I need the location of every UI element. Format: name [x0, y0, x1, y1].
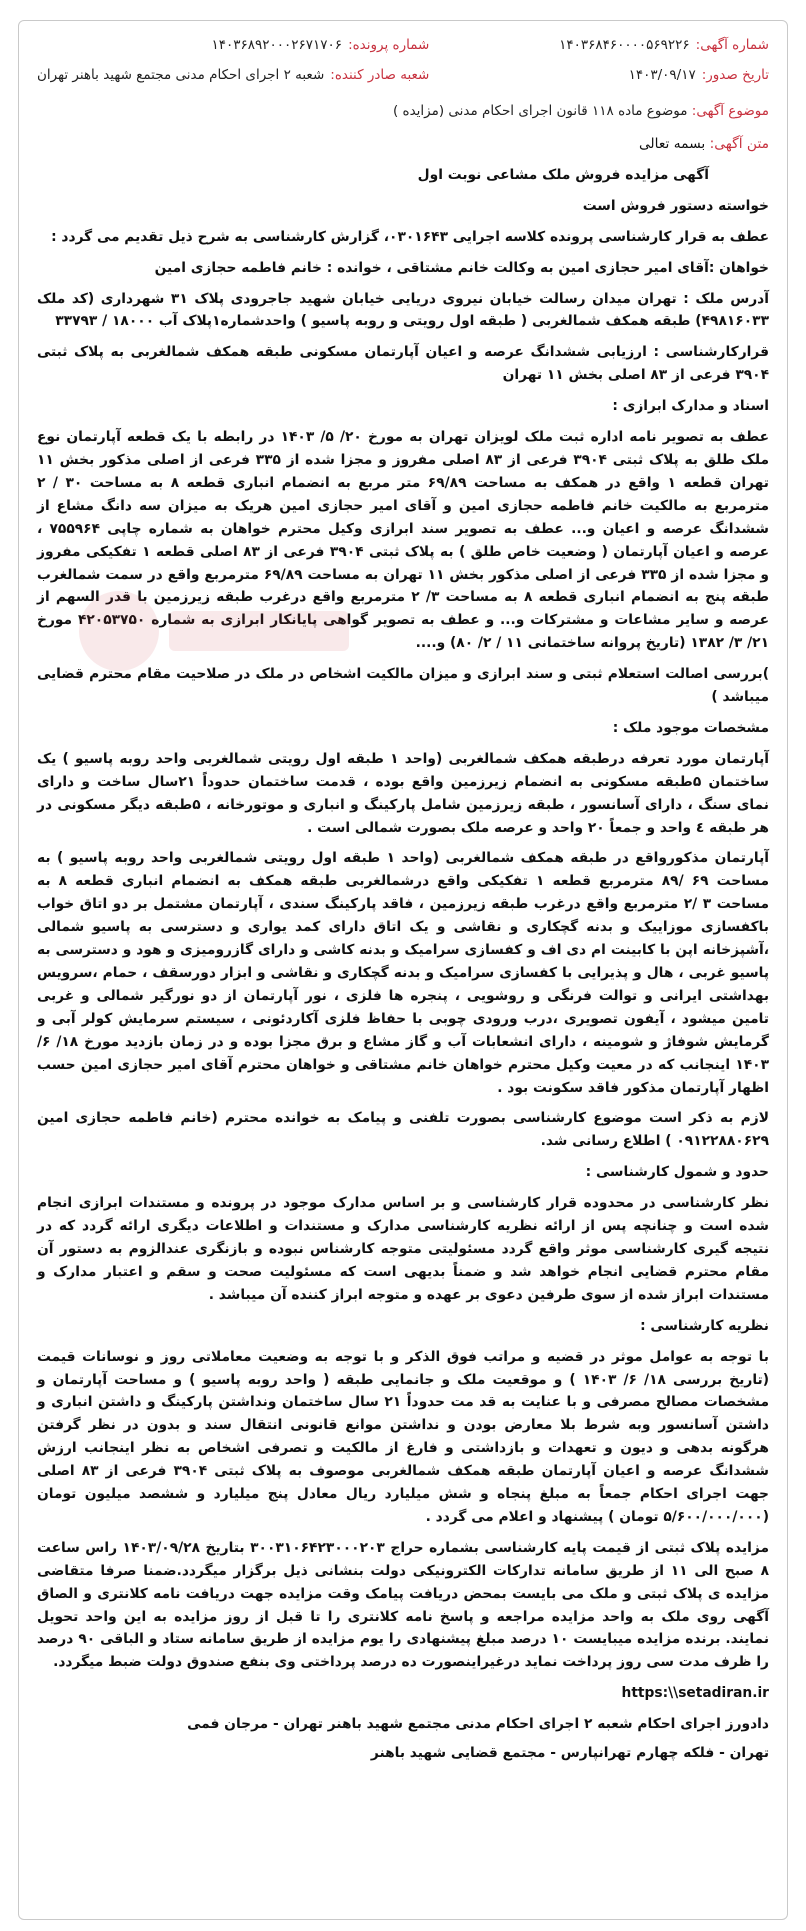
website-link[interactable]: https:\\setadiran.ir	[621, 1685, 769, 1702]
file-number: ۱۴۰۳۶۸۹۲۰۰۰۲۶۷۱۷۰۶	[211, 37, 343, 53]
issuer: شعبه ۲ اجرای احکام مدنی مجتمع شهید باهنر تهران	[37, 67, 325, 83]
notice-paragraph: لازم به ذکر است موضوع کارشناسی بصورت تلفنی و پیامک به خوانده محترم (خانم فاطمه حجازی امین ۰۹۱۲۲۸۸۰۶۲۹ ) اطلاع رسانی شد.	[37, 1110, 769, 1150]
ad-number-row	[449, 33, 769, 57]
header	[37, 33, 769, 87]
address: آدرس ملک : تهران میدان رسالت خیابان نیروی دریایی خیابان شهید جاجرودی پلاک ۳۱ شهرداری (کد ملک ۴۹۸۱۶۰۳۳) طبقه همکف شمالغربی ( طبقه اول رویتی و روبه پاسیو ) واحدشماره۱پلاک آب ۱۸۰۰۰ / ۳۳۷۹۳	[37, 290, 769, 330]
notice-body	[37, 133, 769, 1765]
bismillah: بسمه تعالی	[638, 136, 706, 152]
specs-paragraph-2: آپارتمان مذکورواقع در طبقه همکف شمالغربی (واحد ۱ طبقه اول رویتی شمالغربی واحد روبه پاسیو ) به مساحت ۶۹ /۸۹ مترمربع قطعه ۱ تفکیکی واقع درشمالغربی طبقه همکف به انضمام انباری قطعه ۸ به مساحت ۳ /۲ مترمربع واقع درغرب طبقه زیرزمین ، فاقد پارکینگ سندی ، آپارتمان مشتمل بر دو اتاق خواب باکفسازی موزاییک و بدنه گچکاری و نقاشی و یک اتاق دارای کمد یواری و دسترسی به پاسیو شمالی ،آشپزخانه اپن با کابینت ام دی اف و کفسازی سرامیک و بدنه کاشی و دارای گازرومیزی و هود و دسترسی به پاسیو غربی ، هال و پذیرایی با کفسازی سرامیک و بدنه گچکاری و نقاشی و ابزار دورسقف ، حمام ،سرویس بهداشتی ایرانی و توالت فرنگی و روشویی ، پنجره ها فلزی ، نور آپارتمان از دو نورگیر شمالی و غربی تامین میشود ، آیفون تصویری ،درب ورودی چوبی با حفاظ فلزی آکاردئونی ، سیستم سرمایش کولر آبی و گرمایش شوفاژ و شومینه ، دارای انشعابات آب و گاز مشاع و برق مجزا بوده و در زمان بازدید مورخ ۱۸/ ۶/ ۱۴۰۳ اینجانب که در معیت وکیل محترم خواهان خانم مشتاقی و خواهان محترم آقای امیر حجازی امین حسب اظهار آپارتمان مذکور فاقد سکونت بود .	[37, 850, 770, 1096]
ad-number: ۱۴۰۳۶۸۴۶۰۰۰۰۵۶۹۲۲۶	[559, 37, 690, 53]
expert-order: قرارکارشناسی : ارزیابی ششدانگ عرصه و اعیان آپارتمان مسکونی طبقه همکف شمالغربی به پلاک ثبتی ۳۹۰۴ فرعی از ۸۳ اصلی بخش ۱۱ تهران	[37, 344, 769, 384]
opinion-paragraph: با توجه به عوامل موثر در قضیه و مراتب فوق الذکر و با توجه به وضعیت معاملاتی روز و نوسانات قیمت (تاریخ بررسی ۱۸/ ۶/ ۱۴۰۳ ) و موقعیت ملک و جانمایی طبقه ( واحد روبه پاسیو ) و مساحت آپارتمان و مشخصات مصالح مصرفی و با عنایت به قد مت حدوداً ۲۱ سال ساختمان ونداشتن پارکینگ و داشتن انباری و داشتن آسانسور وبه شرط بلا معارض بودن و نداشتن موانع قانونی انتقال سند و بدون در نظر گرفتن هرگونه بدهی و دیون و تعهدات و بازداشتی و فارغ از مالکیت و تصرفی اشخاص به نظر اینجانب ارزش ششدانگ عرصه و اعیان آپارتمان طبقه همکف شمالغربی موصوف به پلاک ثبتی ۳۹۰۴ فرعی از ۸۳ اصلی جهت اجرای احکام جمعاً به مبلغ پنجاه و شش میلیارد ریال معادل پنج میلیارد و ششصد میلیون تومان (۵/۶۰۰/۰۰۰/۰۰۰ تومان ) پیشنهاد و اعلام می گردد .	[37, 1348, 770, 1525]
opinion-heading: نظریه کارشناسی :	[640, 1317, 769, 1334]
issue-date: ۱۴۰۳/۰۹/۱۷	[628, 67, 696, 83]
signature-line-2: تهران - فلکه چهارم تهرانپارس - مجتمع قضایی شهید باهنر	[370, 1745, 769, 1762]
issuer-row	[37, 63, 429, 87]
scope-paragraph: نظر کارشناسی در محدوده قرار کارشناسی و بر اساس مدارک موجود در پرونده و مستندات ابرازی انجام شده است و چنانچه پس از ارائه نظریه کارشناسی مدارک و مستندات و اطلاعات دیگری ارائه گردد که در نتیجه گیری کارشناسی موثر واقع گردد مسئولیتی متوجه کارشناس نبوده و بازنگری عندالزوم به دستور آن مقام محترم قضایی انجام خواهد شد و ضمناً بدیهی است که مسئولیت صحت و سقم و اعتبار مدارک و مستندات ابراز شده از سوی طرفین دعوی بر عهده و متوجه ابراز کننده آن میباشد .	[37, 1195, 769, 1303]
auction-paragraph: مزایده پلاک ثبتی از قیمت پایه کارشناسی بشماره حراج ۳۰۰۳۱۰۶۴۲۳۰۰۰۲۰۳ بتاریخ ۱۴۰۳/۰۹/۲۸ راس ساعت ۸ صبح الی ۱۱ از طریق سامانه تدارکات الکترونیکی دولت بنشانی ذیل برگزار میگردد.ضمنا صرفا متقاضی مزایده ی پلاک ثبتی و ملک می بایست بمحض دریافت پیامک وقت مزایده جهت دریافت نامه کلانتری و الصاق آگهی روی ملک به واحد مزایده مراجعه و پاسخ نامه کلانتری را تا قبل از روز مزایده به این واحد تحویل نمایند. برنده مزایده میبایست ۱۰ درصد مبلغ پیشنهادی را یوم مزایده از طریق سامانه ستاد و الباقی ۹۰ درصد را ظرف مدت سی روز پرداخت نماید درغیراینصورت ده درصد پرداختی وی بنفع صندوق دولت ضبط میگردد.	[37, 1539, 770, 1671]
docs-paragraph: عطف به تصویر نامه اداره ثبت ملک لویزان تهران به مورخ ۲۰/ ۵/ ۱۴۰۳ در رابطه با یک قطعه آپارتمان نوع ملک طلق به پلاک ثبتی ۳۹۰۴ فرعی از ۸۳ اصلی مفروز و مجزا شده از ۳۳۵ فرعی از اصلی مذکور بخش ۱۱ تهران قطعه ۱ واقع در همکف به مساحت ۶۹/۸۹ متر مربع به انضمام انباری قطعه ۸ به مساحت ۳۰ / ۲ مترمربع به مالکیت خانم فاطمه حجازی امین و آقای امیر حجازی امین هریک به میزان سه دانگ مشاع از ششدانگ عرصه و اعیان و... عطف به تصویر سند ابرازی وکیل محترم خواهان به شماره چاپی ۷۵۵۹۶۴ ، عرصه و اعیان آپارتمان ( وضعیت خاص طلق ) به پلاک ثبتی ۳۹۰۴ فرعی از ۸۳ اصلی قطعه ۱ تفکیکی مفروز و مجزا شده از ۳۳۵ فرعی از اصلی مذکور بخش ۱۱ تهران به مساحت ۶۹/۸۹ مترمربع واقع در سمت شمالغرب طبقه پنج به انضمام انباری قطعه ۸ به مساحت ۳/ ۲ مترمربع واقع درغرب طبقه زیرزمین با قدر السهم از عرصه و سایر مشاعات و مشترکات و... و عطف به تصویر گواهی پایانکار ابرازی به شماره ۴۲۰۵۳۷۵۰ مورخ ۲۱/ ۳/ ۱۳۸۲ (تاریخ پروانه ساختمانی ۱۱ / ۲/ ۸۰) و....	[37, 429, 770, 652]
text-label: متن آگهی:	[709, 136, 769, 152]
file-number-row	[37, 33, 429, 57]
scope-heading: حدود و شمول کارشناسی :	[585, 1164, 769, 1181]
docs-heading: اسناد و مدارک ابرازی :	[612, 398, 769, 415]
note-paragraph: )بررسی اصالت استعلام ثبتی و سند ابرازی و میزان مالکیت اشخاص در ملک در صلاحیت مقام محترم قضایی میباشد )	[37, 666, 769, 706]
signature-line-1: دادورز اجرای احکام شعبه ۲ اجرای احکام مدنی مجتمع شهید باهنر تهران - مرجان فمی	[187, 1716, 769, 1733]
ad-number-label: شماره آگهی:	[695, 37, 769, 53]
signature-block	[37, 1713, 769, 1765]
specs-heading: مشخصات موجود ملک :	[612, 719, 769, 736]
intro: عطف به قرار کارشناسی پرونده کلاسه اجرایی ۰۳۰۱۶۴۳، گزارش کارشناسی به شرح ذیل تقدیم می گردد :	[51, 228, 769, 245]
subject-label: موضوع آگهی:	[691, 103, 769, 119]
issuer-label: شعبه صادر کننده:	[330, 67, 430, 83]
specs-paragraph-1: آپارتمان مورد تعرفه درطبقه همکف شمالغربی (واحد ۱ طبقه اول رویتی شمالغربی واحد روبه پاسیو ) یک ساختمان ۵طبقه مسکونی به انضمام زیرزمین واقع بوده ، قدمت ساختمان حدوداً ۲۱سال ساخت و دارای نمای سنگ ، دارای آسانسور ، طبقه زیرزمین شامل پارکینگ و انباری و موتورخانه ، ۵طبقه دیگر مسکونی در هر طبقه ٤ واحد و جمعاً ۲۰ واحد و عرصه ملک بصورت شمالی است .	[37, 750, 769, 836]
notice-card	[18, 20, 788, 1920]
issue-date-row	[449, 63, 769, 87]
file-number-label: شماره پرونده:	[348, 37, 430, 53]
notice-title: آگهی مزایده فروش ملک مشاعی نوبت اول	[417, 166, 709, 183]
subject-row	[37, 99, 769, 123]
parties: خواهان :آقای امیر حجازی امین به وکالت خانم مشتاقی ، خوانده : خانم فاطمه حجازی امین	[154, 259, 769, 276]
issue-date-label: تاریخ صدور:	[701, 67, 769, 83]
text-label-row	[37, 133, 769, 156]
subject: موضوع ماده ۱۱۸ قانون اجرای احکام مدنی (مزایده )	[392, 103, 688, 119]
request: خواسته دستور فروش است	[582, 197, 769, 214]
